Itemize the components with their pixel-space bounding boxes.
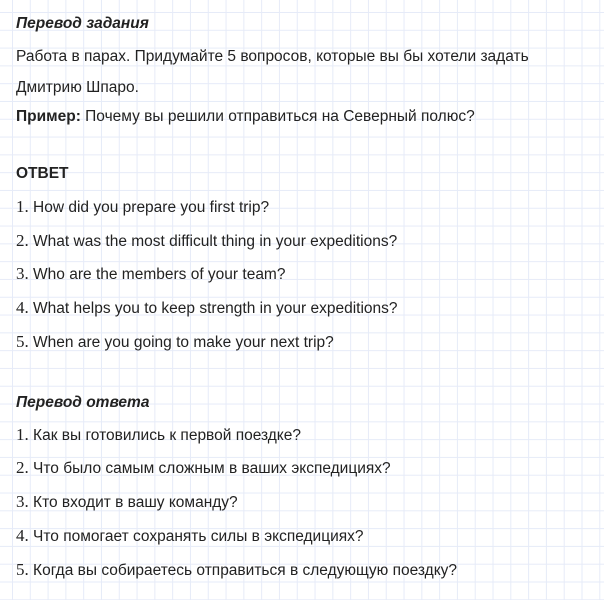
answer-translation-heading: Перевод ответа <box>16 394 150 411</box>
item-text: Что помогает сохранять силы в экспедициях? <box>28 528 364 545</box>
answer-item <box>16 332 334 352</box>
item-text: How did you prepare you first trip? <box>28 199 270 216</box>
item-number: 1. <box>16 197 29 216</box>
translation-item <box>16 526 364 546</box>
answer-heading: ОТВЕТ <box>16 165 69 182</box>
answer-item <box>16 197 269 217</box>
example-text: Почему вы решили отправиться на Северный полюс? <box>80 108 475 125</box>
item-number: 5. <box>16 332 29 351</box>
item-text: What was the most difficult thing in your expeditions? <box>28 233 398 250</box>
item-text: Что было самым сложным в ваших экспедициях? <box>28 460 391 477</box>
translation-item <box>16 492 238 512</box>
item-number: 3. <box>16 264 29 283</box>
translation-item <box>16 425 301 445</box>
answer-item <box>16 264 285 284</box>
task-translation-heading: Перевод задания <box>16 15 149 32</box>
item-text: Who are the members of your team? <box>28 266 286 283</box>
item-text: What helps you to keep strength in your expeditions? <box>28 300 398 317</box>
item-text: Когда вы собираетесь отправиться в следующую поездку? <box>28 562 458 579</box>
item-number: 4. <box>16 298 29 317</box>
example-label: Пример: <box>16 108 81 125</box>
task-text-line-2: Дмитрию Шпаро. <box>16 79 139 96</box>
answer-item <box>16 231 397 251</box>
item-number: 4. <box>16 526 29 545</box>
item-text: Как вы готовились к первой поездке? <box>28 427 302 444</box>
item-number: 2. <box>16 231 29 250</box>
task-text-line-1: Работа в парах. Придумайте 5 вопросов, которые вы бы хотели задать <box>16 48 529 65</box>
item-number: 5. <box>16 560 29 579</box>
item-number: 1. <box>16 425 29 444</box>
item-text: Кто входит в вашу команду? <box>28 494 238 511</box>
translation-item <box>16 458 391 478</box>
translation-item <box>16 560 457 580</box>
item-number: 2. <box>16 458 29 477</box>
task-example <box>16 107 475 127</box>
answer-item <box>16 298 398 318</box>
item-text: When are you going to make your next trip? <box>28 334 334 351</box>
item-number: 3. <box>16 492 29 511</box>
